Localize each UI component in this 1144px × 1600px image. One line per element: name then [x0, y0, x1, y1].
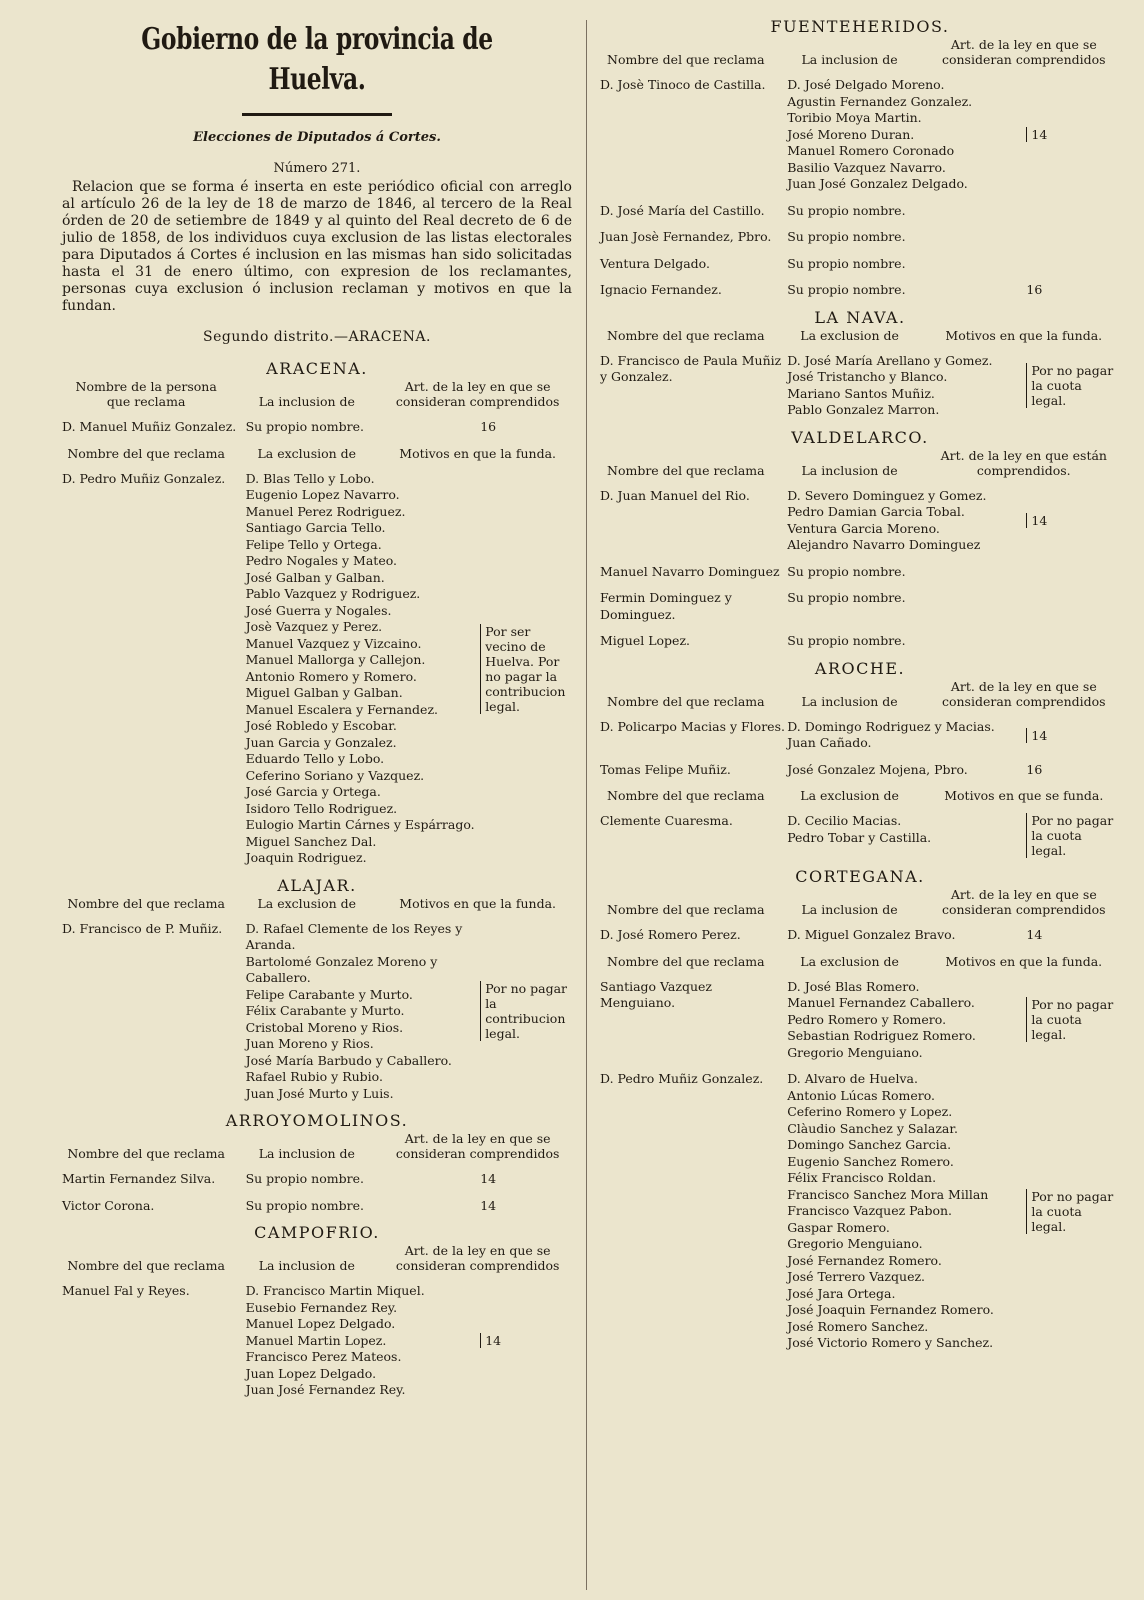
- person-name: D. Domingo Rodriguez y Macias.: [787, 718, 995, 734]
- person-name: Pablo Vazquez y Rodriguez.: [245, 586, 421, 601]
- table-row: [600, 719, 1120, 752]
- claimant-name: Miguel Lopez.: [600, 633, 691, 648]
- section-right-0: [600, 18, 1120, 299]
- claimant-name: D. Manuel Muñiz Gonzalez.: [62, 419, 237, 434]
- person-name: Manuel Escalera y Fernandez.: [245, 701, 439, 717]
- listed-names: [246, 471, 481, 867]
- claimant-name: Victor Corona.: [62, 1197, 155, 1213]
- place-heading: ARROYOMOLINOS.: [225, 1111, 409, 1130]
- listed-names: [246, 419, 481, 436]
- claimant-name: Manuel Fal y Reyes.: [62, 1283, 190, 1298]
- title-rule: [62, 106, 572, 123]
- person-name: José Garcia y Ortega.: [245, 784, 381, 799]
- listed-names: [787, 488, 1026, 554]
- person-name: Santiago Garcia Tello.: [245, 520, 386, 535]
- reason-cell: [480, 471, 572, 867]
- reason-cell: [1026, 203, 1120, 220]
- person-name: Pedro Nogales y Mateo.: [245, 553, 398, 568]
- header-claimant: Nombre del que reclama: [67, 895, 225, 911]
- reason-text: 16: [1026, 282, 1043, 297]
- page-title: Gobierno de la provincia de Huelva.: [141, 22, 493, 97]
- left-column: [62, 12, 572, 1409]
- listed-names: [787, 813, 1026, 858]
- header-names: La exclusion de: [257, 895, 357, 911]
- header-claimant: Nombre del que reclama: [607, 327, 765, 343]
- reason-cell: [1026, 719, 1120, 752]
- reason-cell: [1026, 77, 1120, 193]
- right-column: [600, 12, 1120, 1362]
- header-claimant: Nombre de la persona que reclama: [75, 379, 217, 409]
- claimant-name: Ventura Delgado.: [600, 255, 710, 271]
- header-names: La exclusion de: [800, 953, 899, 969]
- person-name: Basilio Vazquez Navarro.: [787, 159, 946, 175]
- person-name: Isidoro Tello Rodriguez.: [245, 800, 398, 816]
- header-reason: Art. de la ley en que se consideran comprendidos: [941, 887, 1106, 917]
- place-heading: FUENTEHERIDOS.: [770, 17, 950, 36]
- person-name: José Moreno Duran.: [787, 126, 915, 142]
- person-name: José Gonzalez Mojena, Pbro.: [787, 761, 968, 777]
- header-reason: Art. de la ley en que se consideran comprendidos: [395, 1243, 560, 1273]
- person-name: Pedro Damian Garcia Tobal.: [787, 504, 965, 519]
- listed-names: [246, 1283, 481, 1399]
- person-name: Miguel Galban y Galban.: [245, 685, 403, 700]
- person-name: Pedro Romero y Romero.: [787, 1011, 947, 1027]
- person-name: Juan Moreno y Rios.: [245, 1036, 374, 1051]
- claimant-name: D. José María del Castillo.: [600, 202, 765, 218]
- reason-cell: [1026, 564, 1120, 581]
- claimant-name: D. Pedro Muñiz Gonzalez.: [600, 1071, 764, 1086]
- person-name: Felipe Tello y Ortega.: [245, 536, 382, 552]
- header-reason: Art. de la ley en que se consideran comprendidos: [395, 1131, 560, 1161]
- header-names: La exclusion de: [800, 788, 899, 803]
- place-heading: AROCHE.: [814, 658, 906, 678]
- person-name: Sebastian Rodriguez Romero.: [787, 1028, 976, 1043]
- listed-names: [787, 927, 1026, 944]
- header-claimant: Nombre del que reclama: [607, 788, 765, 803]
- table-header: [600, 448, 1120, 478]
- header-claimant: Nombre del que reclama: [607, 902, 765, 917]
- person-name: Bartolomé Gonzalez Moreno y Caballero.: [245, 953, 438, 985]
- reason-text: 14: [480, 1333, 501, 1348]
- header-reason: Art. de la ley en que se consideran comprendidos: [941, 37, 1106, 67]
- place-heading: CORTEGANA.: [795, 867, 925, 886]
- reason-cell: [1026, 353, 1120, 419]
- table-row: [600, 353, 1120, 419]
- listed-names: [787, 203, 1026, 220]
- listed-names: [246, 1198, 481, 1215]
- claimant-name: Ignacio Fernandez.: [600, 282, 722, 297]
- table-row: [600, 488, 1120, 554]
- listed-names: [787, 979, 1026, 1062]
- table-header: [62, 446, 572, 461]
- reason-cell: [1026, 590, 1120, 623]
- person-name: D. Miguel Gonzalez Bravo.: [787, 927, 956, 942]
- table-row: [600, 979, 1120, 1062]
- person-name: Manuel Fernandez Caballero.: [787, 995, 975, 1010]
- table-header: [600, 788, 1120, 803]
- person-name: Felipe Carabante y Murto.: [245, 986, 413, 1002]
- column-divider: [586, 20, 587, 1590]
- person-name: Eugenio Sanchez Romero.: [787, 1153, 954, 1169]
- claimant-name: Clemente Cuaresma.: [600, 813, 733, 828]
- listed-names: [787, 77, 1026, 193]
- person-name: Eugenio Lopez Navarro.: [245, 487, 400, 502]
- reason-cell: [1026, 1071, 1120, 1352]
- person-name: Miguel Sanchez Dal.: [245, 833, 377, 849]
- header-claimant: Nombre del que reclama: [607, 693, 765, 709]
- table-row: [600, 762, 1120, 779]
- table-row: [600, 590, 1120, 623]
- reason-text: Por no pagar la contribucion legal.: [480, 981, 572, 1041]
- header-names: La inclusion de: [258, 1146, 355, 1161]
- person-name: Francisco Perez Mateos.: [245, 1349, 402, 1364]
- table-row: [600, 229, 1120, 246]
- listed-names: [787, 762, 1026, 779]
- person-name: Francisco Sanchez Mora Millan: [787, 1186, 989, 1202]
- person-name: Manuel Lopez Delgado.: [245, 1316, 396, 1331]
- person-name: Mariano Santos Muñiz.: [787, 385, 935, 401]
- person-name: Félix Carabante y Murto.: [245, 1003, 405, 1018]
- person-name: Su propio nombre.: [787, 590, 906, 605]
- table-row: [600, 927, 1120, 944]
- table-row: [600, 813, 1120, 858]
- header-names: La inclusion de: [801, 902, 898, 917]
- listed-names: [787, 282, 1026, 299]
- table-header: [62, 1243, 572, 1273]
- listed-names: [246, 921, 481, 1103]
- person-name: D. Alvaro de Huelva.: [787, 1071, 918, 1086]
- claimant-name: D. Francisco de P. Muñiz.: [62, 920, 223, 936]
- reason-text: Por no pagar la cuota legal.: [1026, 363, 1120, 408]
- right-sections: [600, 18, 1120, 1352]
- person-name: Ceferino Romero y Lopez.: [787, 1104, 953, 1119]
- section-right-1: [600, 309, 1120, 419]
- person-name: Clàudio Sanchez y Salazar.: [787, 1120, 958, 1136]
- header-names: La exclusion de: [257, 445, 357, 461]
- person-name: José María Barbudo y Caballero.: [245, 1052, 452, 1068]
- person-name: Alejandro Navarro Dominguez: [787, 537, 981, 552]
- person-name: Manuel Perez Rodriguez.: [245, 503, 406, 519]
- header-names: La exclusion de: [800, 327, 899, 343]
- person-name: Su propio nombre.: [787, 563, 906, 579]
- person-name: José Robledo y Escobar.: [245, 718, 397, 733]
- claimant-name: D. Pedro Muñiz Gonzalez.: [62, 470, 226, 486]
- section-left-3: [62, 1224, 572, 1399]
- section-right-4: [600, 868, 1120, 1352]
- table-row: [600, 1071, 1120, 1352]
- person-name: Pablo Gonzalez Marron.: [787, 402, 940, 417]
- listed-names: [787, 229, 1026, 246]
- reason-cell: [1026, 256, 1120, 273]
- reason-cell: [1026, 813, 1120, 858]
- person-name: Juan Garcia y Gonzalez.: [245, 734, 397, 750]
- person-name: Eulogio Martin Cárnes y Espárrago.: [245, 817, 475, 832]
- header-claimant: Nombre del que reclama: [607, 52, 765, 67]
- person-name: Manuel Mallorga y Callejon.: [245, 652, 426, 667]
- person-name: D. Severo Dominguez y Gomez.: [787, 487, 987, 503]
- place-heading: LA NAVA.: [814, 307, 906, 327]
- table-header: [62, 379, 572, 409]
- header-names: La inclusion de: [258, 1258, 355, 1273]
- table-header: [600, 328, 1120, 343]
- reason-cell: [1026, 762, 1120, 779]
- table-header: [600, 954, 1120, 969]
- person-name: Juan José Murto y Luis.: [245, 1085, 394, 1101]
- intro-paragraph: Relacion que se forma é inserta en este periódico oficial con arreglo al artículo 26 de la ley de 18 de marzo de 1846, al tercero de la Real órden de 20 de setiembre de 1849 y al quinto del Real decreto de 6 de julio de 1858, de los individuos cuya exclusion de las listas electorales para Diputados á Cortes é inclusion en las mismas han sido solicitadas hasta el 31 de enero último, con expresion de los reclamantes, personas cuya exclusion ó inclusion reclaman y motivos en que la fundan.: [62, 179, 572, 314]
- reason-text: 14: [480, 1171, 497, 1186]
- table-row: [62, 1283, 572, 1399]
- person-name: Francisco Vazquez Pabon.: [787, 1203, 953, 1218]
- table-row: [62, 1198, 572, 1215]
- listed-names: [787, 256, 1026, 273]
- person-name: Gregorio Menguiano.: [787, 1044, 923, 1060]
- header-claimant: Nombre del que reclama: [607, 953, 765, 969]
- place-heading: VALDELARCO.: [791, 427, 929, 447]
- table-header: [600, 887, 1120, 917]
- header-reason: Motivos en que se funda.: [944, 788, 1104, 803]
- person-name: Su propio nombre.: [245, 1197, 364, 1213]
- person-name: Juan José Fernandez Rey.: [245, 1382, 406, 1397]
- table-row: [600, 203, 1120, 220]
- person-name: José Victorio Romero y Sanchez.: [787, 1335, 994, 1350]
- person-name: Domingo Sanchez Garcia.: [787, 1137, 952, 1152]
- person-name: Juan Lopez Delgado.: [245, 1365, 377, 1381]
- listed-names: [787, 564, 1026, 581]
- header-claimant: Nombre del que reclama: [607, 462, 765, 478]
- table-row: [62, 419, 572, 436]
- claimant-name: D. Juan Manuel del Rio.: [600, 487, 750, 503]
- person-name: Cristobal Moreno y Rios.: [245, 1019, 404, 1035]
- place-heading: CAMPOFRIO.: [254, 1223, 380, 1242]
- person-name: Ceferino Soriano y Vazquez.: [245, 767, 425, 783]
- person-name: Eduardo Tello y Lobo.: [245, 751, 385, 766]
- table-row: [600, 282, 1120, 299]
- claimant-name: D. Francisco de Paula Muñiz y Gonzalez.: [600, 352, 782, 384]
- listed-names: [787, 633, 1026, 650]
- header-reason: Motivos en que la funda.: [945, 327, 1103, 343]
- person-name: Su propio nombre.: [245, 1171, 364, 1186]
- person-name: Gaspar Romero.: [787, 1219, 890, 1235]
- person-name: D. José María Arellano y Gomez.: [787, 352, 993, 368]
- place-heading: ALAJAR.: [277, 875, 357, 895]
- claimant-name: D. José Romero Perez.: [600, 927, 741, 942]
- table-header: [62, 896, 572, 911]
- table-row: [62, 921, 572, 1103]
- person-name: Gregorio Menguiano.: [787, 1236, 923, 1251]
- reason-cell: [1026, 229, 1120, 246]
- header-reason: Motivos en que la funda.: [399, 445, 557, 461]
- claimant-name: D. Policarpo Macias y Flores.: [600, 718, 785, 734]
- person-name: Eusebio Fernandez Rey.: [245, 1299, 398, 1315]
- reason-cell: [480, 1283, 572, 1399]
- reason-cell: [1026, 282, 1120, 299]
- person-name: Juan Cañado.: [787, 735, 872, 750]
- person-name: Juan José Gonzalez Delgado.: [787, 176, 968, 191]
- reason-cell: [1026, 979, 1120, 1062]
- header-reason: Motivos en que la funda.: [945, 953, 1103, 969]
- header-reason: Art. de la ley en que están comprendidos.: [940, 447, 1107, 478]
- section-right-3: [600, 660, 1120, 859]
- person-name: Su propio nombre.: [787, 202, 906, 218]
- table-row: [62, 471, 572, 867]
- reason-text: 14: [1026, 927, 1043, 942]
- claimant-name: Manuel Navarro Dominguez: [600, 563, 780, 579]
- reason-text: Por no pagar la cuota legal.: [1026, 813, 1120, 858]
- reason-text: 14: [480, 1197, 497, 1213]
- person-name: Su propio nombre.: [245, 419, 364, 434]
- person-name: Josè Vazquez y Perez.: [245, 619, 383, 634]
- reason-cell: [1026, 927, 1120, 944]
- section-left-2: [62, 1112, 572, 1214]
- listed-names: [787, 719, 1026, 752]
- reason-cell: [1026, 633, 1120, 650]
- person-name: Félix Francisco Roldan.: [787, 1170, 937, 1185]
- person-name: D. Francisco Martin Miquel.: [245, 1283, 425, 1298]
- person-name: José Galban y Galban.: [245, 569, 385, 585]
- person-name: José Guerra y Nogales.: [245, 602, 392, 618]
- person-name: D. Rafael Clemente de los Reyes y Aranda.: [245, 920, 463, 952]
- header-reason: Art. de la ley en que se consideran comprendidos: [941, 678, 1106, 709]
- person-name: Su propio nombre.: [787, 282, 906, 297]
- header-names: La inclusion de: [801, 52, 898, 67]
- table-header: [600, 37, 1120, 67]
- person-name: Antonio Romero y Romero.: [245, 668, 417, 684]
- reason-text: 14: [1026, 728, 1047, 743]
- person-name: Su propio nombre.: [787, 229, 906, 244]
- header-claimant: Nombre del que reclama: [67, 1258, 225, 1273]
- person-name: D. Cecilio Macias.: [787, 813, 902, 828]
- header-claimant: Nombre del que reclama: [67, 445, 225, 461]
- reason-text: Por ser vecino de Huelva. Por no pagar la contribucion legal.: [480, 624, 572, 714]
- person-name: Antonio Lúcas Romero.: [787, 1087, 935, 1103]
- table-row: [600, 564, 1120, 581]
- claimant-name: Fermin Dominguez y Dominguez.: [600, 590, 732, 622]
- listed-names: [787, 353, 1026, 419]
- person-name: D. José Blas Romero.: [787, 978, 920, 994]
- header-names: La inclusion de: [801, 462, 898, 478]
- reason-cell: [480, 1198, 572, 1215]
- section-left-1: [62, 877, 572, 1103]
- reason-text: 14: [1026, 127, 1047, 142]
- section-left-0: [62, 360, 572, 867]
- table-row: [600, 77, 1120, 193]
- place-heading: ARACENA.: [266, 359, 368, 378]
- person-name: Manuel Romero Coronado: [787, 143, 955, 158]
- reason-cell: [480, 419, 572, 436]
- claimant-name: Tomas Felipe Muñiz.: [600, 761, 731, 777]
- person-name: Toribio Moya Martin.: [787, 110, 922, 125]
- header-reason: Motivos en que la funda.: [399, 895, 557, 911]
- table-row: [600, 256, 1120, 273]
- header-names: La inclusion de: [801, 693, 898, 709]
- claimant-name: D. Josè Tinoco de Castilla.: [600, 77, 766, 92]
- listed-names: [246, 1171, 481, 1188]
- reason-text: 16: [1026, 761, 1043, 777]
- header-names: La inclusion de: [258, 394, 355, 409]
- table-row: [600, 633, 1120, 650]
- listed-names: [787, 590, 1026, 623]
- person-name: Pedro Tobar y Castilla.: [787, 829, 932, 845]
- person-name: Ventura Garcia Moreno.: [787, 520, 940, 536]
- person-name: Agustin Fernandez Gonzalez.: [787, 93, 973, 109]
- person-name: José Jara Ortega.: [787, 1285, 896, 1301]
- notice-number: Número 271.: [273, 161, 361, 176]
- table-header: [62, 1131, 572, 1161]
- person-name: José Tristancho y Blanco.: [787, 369, 948, 384]
- page-subtitle: Elecciones de Diputados á Cortes.: [193, 130, 441, 145]
- table-row: [62, 1171, 572, 1188]
- person-name: Manuel Martin Lopez.: [245, 1332, 387, 1348]
- person-name: José Terrero Vazquez.: [787, 1269, 926, 1284]
- person-name: Joaquin Rodriguez.: [245, 850, 367, 865]
- person-name: D. José Delgado Moreno.: [787, 77, 945, 92]
- reason-text: Por no pagar la cuota legal.: [1026, 997, 1120, 1042]
- person-name: Su propio nombre.: [787, 255, 906, 271]
- person-name: Manuel Vazquez y Vizcaino.: [245, 635, 422, 651]
- reason-text: 14: [1026, 513, 1047, 528]
- reason-text: 16: [480, 419, 497, 434]
- person-name: José Fernandez Romero.: [787, 1252, 942, 1268]
- claimant-name: Juan Josè Fernandez, Pbro.: [600, 229, 772, 244]
- person-name: José Romero Sanchez.: [787, 1318, 929, 1334]
- header-claimant: Nombre del que reclama: [67, 1146, 225, 1161]
- reason-cell: [1026, 488, 1120, 554]
- person-name: José Joaquin Fernandez Romero.: [787, 1302, 994, 1317]
- left-sections: [62, 360, 572, 1399]
- listed-names: [787, 1071, 1026, 1352]
- reason-text: Por no pagar la cuota legal.: [1026, 1189, 1120, 1234]
- district-heading: Segundo distrito.—ARACENA.: [203, 329, 431, 345]
- claimant-name: Martin Fernandez Silva.: [62, 1171, 216, 1186]
- section-right-2: [600, 429, 1120, 650]
- reason-cell: [480, 921, 572, 1103]
- person-name: Rafael Rubio y Rubio.: [245, 1069, 383, 1084]
- reason-cell: [480, 1171, 572, 1188]
- claimant-name: Santiago Vazquez Menguiano.: [600, 978, 712, 1010]
- header-reason: Art. de la ley en que se consideran comprendidos: [395, 379, 560, 409]
- table-header: [600, 679, 1120, 709]
- person-name: D. Blas Tello y Lobo.: [245, 470, 375, 486]
- person-name: Su propio nombre.: [787, 633, 906, 648]
